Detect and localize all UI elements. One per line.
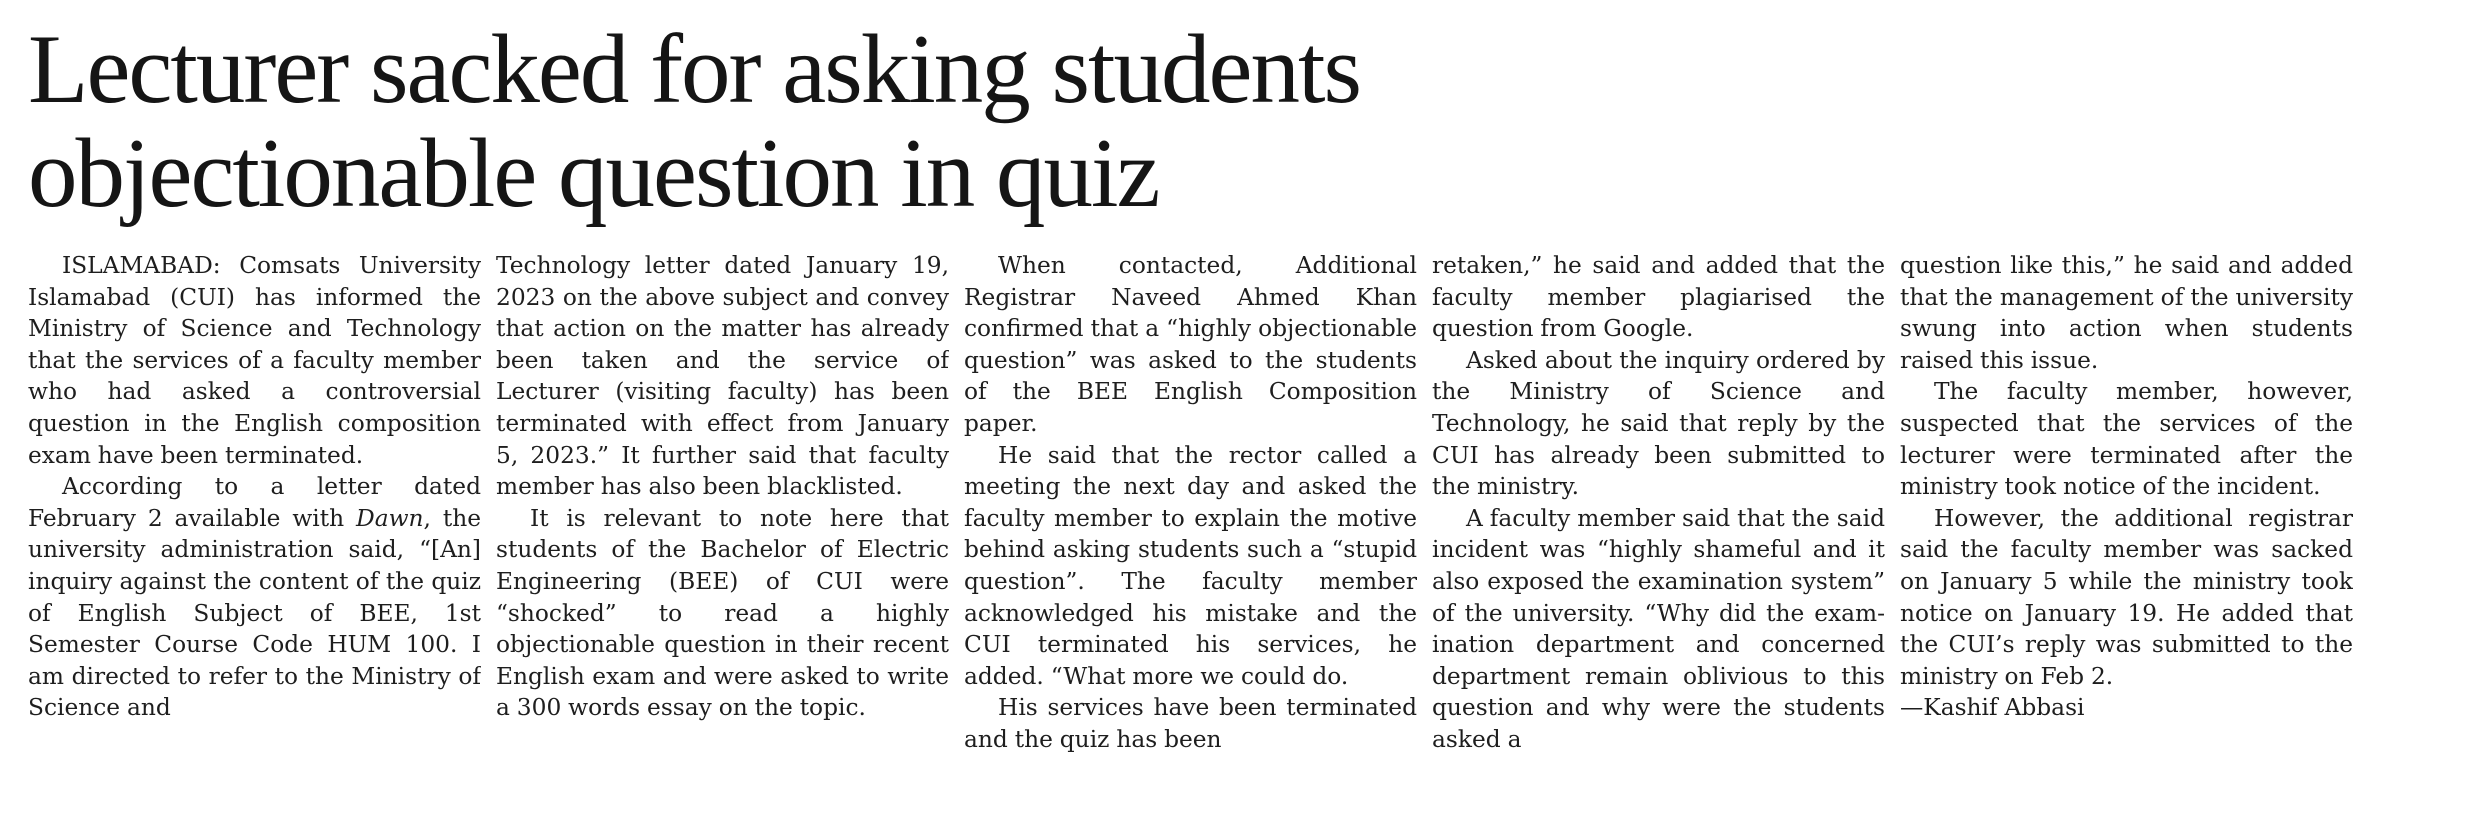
paragraph bbox=[28, 471, 481, 724]
column-3 bbox=[964, 250, 1417, 756]
paragraph: When contacted, Additional Registrar Naveed Ahmed Khan confirmed that a “highly objectionable question” was asked to the students of the BEE English Composition paper. bbox=[964, 252, 1417, 437]
publication-name: Dawn bbox=[356, 504, 424, 532]
headline-line-2: objectionable question in quiz bbox=[28, 119, 1159, 228]
paragraph: The faculty member, however, suspected that the services of the lecturer were terminated after the ministry took notice of the incident. bbox=[1900, 378, 2353, 501]
paragraph: However, the additional registrar said the faculty member was sacked on January 5 while the ministry took notice on January 19. He added that the CUI’s reply was submitted to the ministry on Feb 2. bbox=[1900, 504, 2353, 690]
paragraph-text: According to a letter dated February 2 available with bbox=[28, 473, 481, 532]
paragraph: His services have been terminated and the quiz has been bbox=[964, 694, 1417, 753]
headline bbox=[28, 15, 1728, 228]
paragraph: ISLAMABAD: Comsats University Islamabad (CUI) has informed the Ministry of Science and Technology that the services of a faculty member who had asked a controversial question in the English composition exam have been terminated. bbox=[28, 252, 481, 469]
paragraph-continued: question like this,” he said and added that the management of the university swung into action when students raised this issue. bbox=[1900, 252, 2353, 374]
paragraph: It is relevant to note here that students of the Bachelor of Electric Engineering (BEE) of CUI were “shocked” to read a highly objectionable question in their recent English exam and were asked to write a 300 words essay on the topic. bbox=[496, 504, 949, 722]
byline: —Kashif Abbasi bbox=[1900, 694, 2085, 722]
column-4 bbox=[1432, 250, 1885, 756]
paragraph: A faculty member said that the said incident was “highly shameful and it also exposed the examination system” of the university. “Why did the examination department and concerned department remain oblivious to this question and why were the students asked a bbox=[1432, 504, 1885, 753]
paragraph-continued: Technology letter dated January 19, 2023 on the above subject and convey that action on the matter has already been taken and the service of Lecturer (visiting faculty) has been terminated with effect from January 5, 2023.” It further said that faculty member has also been blacklisted. bbox=[496, 252, 949, 501]
article-body bbox=[28, 250, 2490, 756]
headline-line-1: Lecturer sacked for asking students bbox=[28, 15, 1361, 124]
column-5 bbox=[1900, 250, 2353, 756]
paragraph-continued: retaken,” he said and added that the faculty member plagiarised the question from Google. bbox=[1432, 252, 1885, 343]
paragraph-text: , the university administration said, “[An] inquiry against the content of the quiz of English Subject of BEE, 1st Semester Course Code HUM 100. I am directed to refer to the Ministry of Science and bbox=[28, 504, 481, 722]
column-1 bbox=[28, 250, 481, 756]
paragraph: He said that the rector called a meeting the next day and asked the faculty member to explain the motive behind asking students such a “stupid question”. The faculty member acknowledged his mistake and the CUI terminated his services, he added. “What more we could do. bbox=[964, 441, 1417, 690]
paragraph: Asked about the inquiry ordered by the Ministry of Science and Technology, he said that reply by the CUI has already been submitted to the ministry. bbox=[1432, 346, 1885, 501]
column-2 bbox=[496, 250, 949, 756]
